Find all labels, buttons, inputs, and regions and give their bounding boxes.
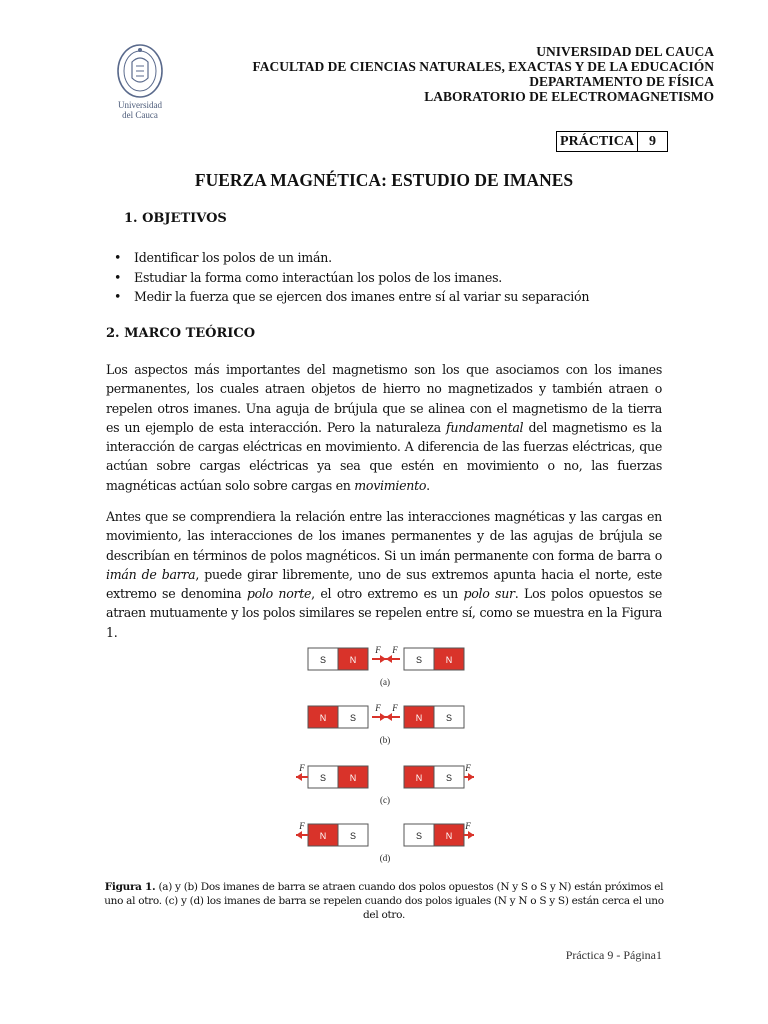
section-objectives-heading: 1. OBJETIVOS xyxy=(124,211,227,226)
force-arrowhead xyxy=(386,655,392,663)
pole-label: S xyxy=(319,773,327,783)
section-theory-heading: 2. MARCO TEÓRICO xyxy=(106,326,256,341)
pole-label: S xyxy=(349,713,357,723)
force-arrowhead xyxy=(380,713,386,721)
objective-item: • Estudiar la forma como interactúan los polos de los imanes. xyxy=(114,268,589,288)
pole-label: N xyxy=(445,655,453,665)
institution-header xyxy=(253,44,714,104)
force-arrowhead xyxy=(468,831,474,839)
pole-label: N xyxy=(319,713,327,723)
force-arrowhead xyxy=(296,831,302,839)
practice-label: PRÁCTICA xyxy=(557,132,638,151)
university-logo xyxy=(104,42,176,122)
panel-label: (d) xyxy=(379,853,391,863)
force-arrowhead xyxy=(468,773,474,781)
force-label: F xyxy=(299,821,305,831)
header-laboratory: LABORATORIO DE ELECTROMAGNETISMO xyxy=(424,89,714,104)
objectives-list xyxy=(114,248,589,307)
pole-label: S xyxy=(445,773,453,783)
panel-label: (b) xyxy=(379,735,391,745)
force-label: F xyxy=(465,821,471,831)
theory-paragraph-2: Antes que se comprendiera la relación entre las interacciones magnéticas y las cargas en movimiento, las interacciones de los imanes permanentes y de las agujas de brújula se describían en términos de polos magnéticos. Si un imán permanente con forma de barra o imán de barra, puede girar libremente, uno de sus extremos apunta hacia el norte, este extremo se denomina polo norte, el otro extremo es un polo sur. Los polos opuestos se atraen mutuamente y los polos similares se repelen entre sí, como se muestra en la Figura 1. xyxy=(106,509,663,640)
logo-caption-line2: del Cauca xyxy=(122,110,158,120)
force-label: F xyxy=(465,763,471,773)
pole-label: S xyxy=(349,831,357,841)
theory-paragraph-1: Los aspectos más importantes del magnetismo son los que asociamos con los imanes permanentes, los cuales atraen objetos de hierro no magnetizados y también atraen o repelen otros imanes. Una aguja de brújula que se alinea con el magnetismo de la tierra es un ejemplo de esta interacción. Pero la naturaleza fundamental del magnetismo es la interacción de cargas eléctricas en movimiento. A diferencia de las fuerzas eléctricas, que actúan sobre cargas eléctricas ya sea que estén en movimiento o no, las fuerzas magnéticas actúan solo sobre cargas en movimiento. xyxy=(106,362,662,493)
header-university: UNIVERSIDAD DEL CAUCA xyxy=(536,44,714,59)
university-seal-icon xyxy=(104,42,176,100)
panel-label: (a) xyxy=(380,677,390,687)
force-arrowhead xyxy=(386,713,392,721)
force-label: F xyxy=(375,703,381,713)
pole-label: S xyxy=(415,655,423,665)
practice-number-box xyxy=(556,131,668,152)
magnets-figure xyxy=(296,640,474,876)
force-arrowhead xyxy=(380,655,386,663)
pole-label: N xyxy=(415,773,423,783)
objective-item: • Medir la fuerza que se ejercen dos imanes entre sí al variar su separación xyxy=(114,287,589,307)
pole-label: S xyxy=(415,831,423,841)
force-arrowhead xyxy=(296,773,302,781)
pole-label: S xyxy=(445,713,453,723)
header-department: DEPARTAMENTO DE FÍSICA xyxy=(529,74,714,89)
document-title: FUERZA MAGNÉTICA: ESTUDIO DE IMANES xyxy=(194,170,574,190)
force-label: F xyxy=(375,645,381,655)
pole-label: N xyxy=(415,713,423,723)
force-label: F xyxy=(392,703,398,713)
header-faculty: FACULTAD DE CIENCIAS NATURALES, EXACTAS Y DE LA EDUCACIÓN xyxy=(252,59,714,74)
force-label: F xyxy=(392,645,398,655)
logo-caption-line1: Universidad xyxy=(118,100,162,110)
force-label: F xyxy=(299,763,305,773)
pole-label: N xyxy=(349,655,357,665)
page-footer: Práctica 9 - Página1 xyxy=(565,948,662,962)
pole-label: N xyxy=(319,831,327,841)
objective-item: • Identificar los polos de un imán. xyxy=(114,248,589,268)
pole-label: N xyxy=(445,831,453,841)
pole-label: S xyxy=(319,655,327,665)
figure-caption: Figura 1. (a) y (b) Dos imanes de barra se atraen cuando dos polos opuestos (N y S o S y N) están próximos el uno al otro. (c) y (d) los imanes de barra se repelen cuando dos polos iguales (N y N o S y S) están cerca el uno del otro. xyxy=(104,881,664,921)
panel-label: (c) xyxy=(380,795,390,805)
pole-label: N xyxy=(349,773,357,783)
practice-number: 9 xyxy=(649,134,656,149)
